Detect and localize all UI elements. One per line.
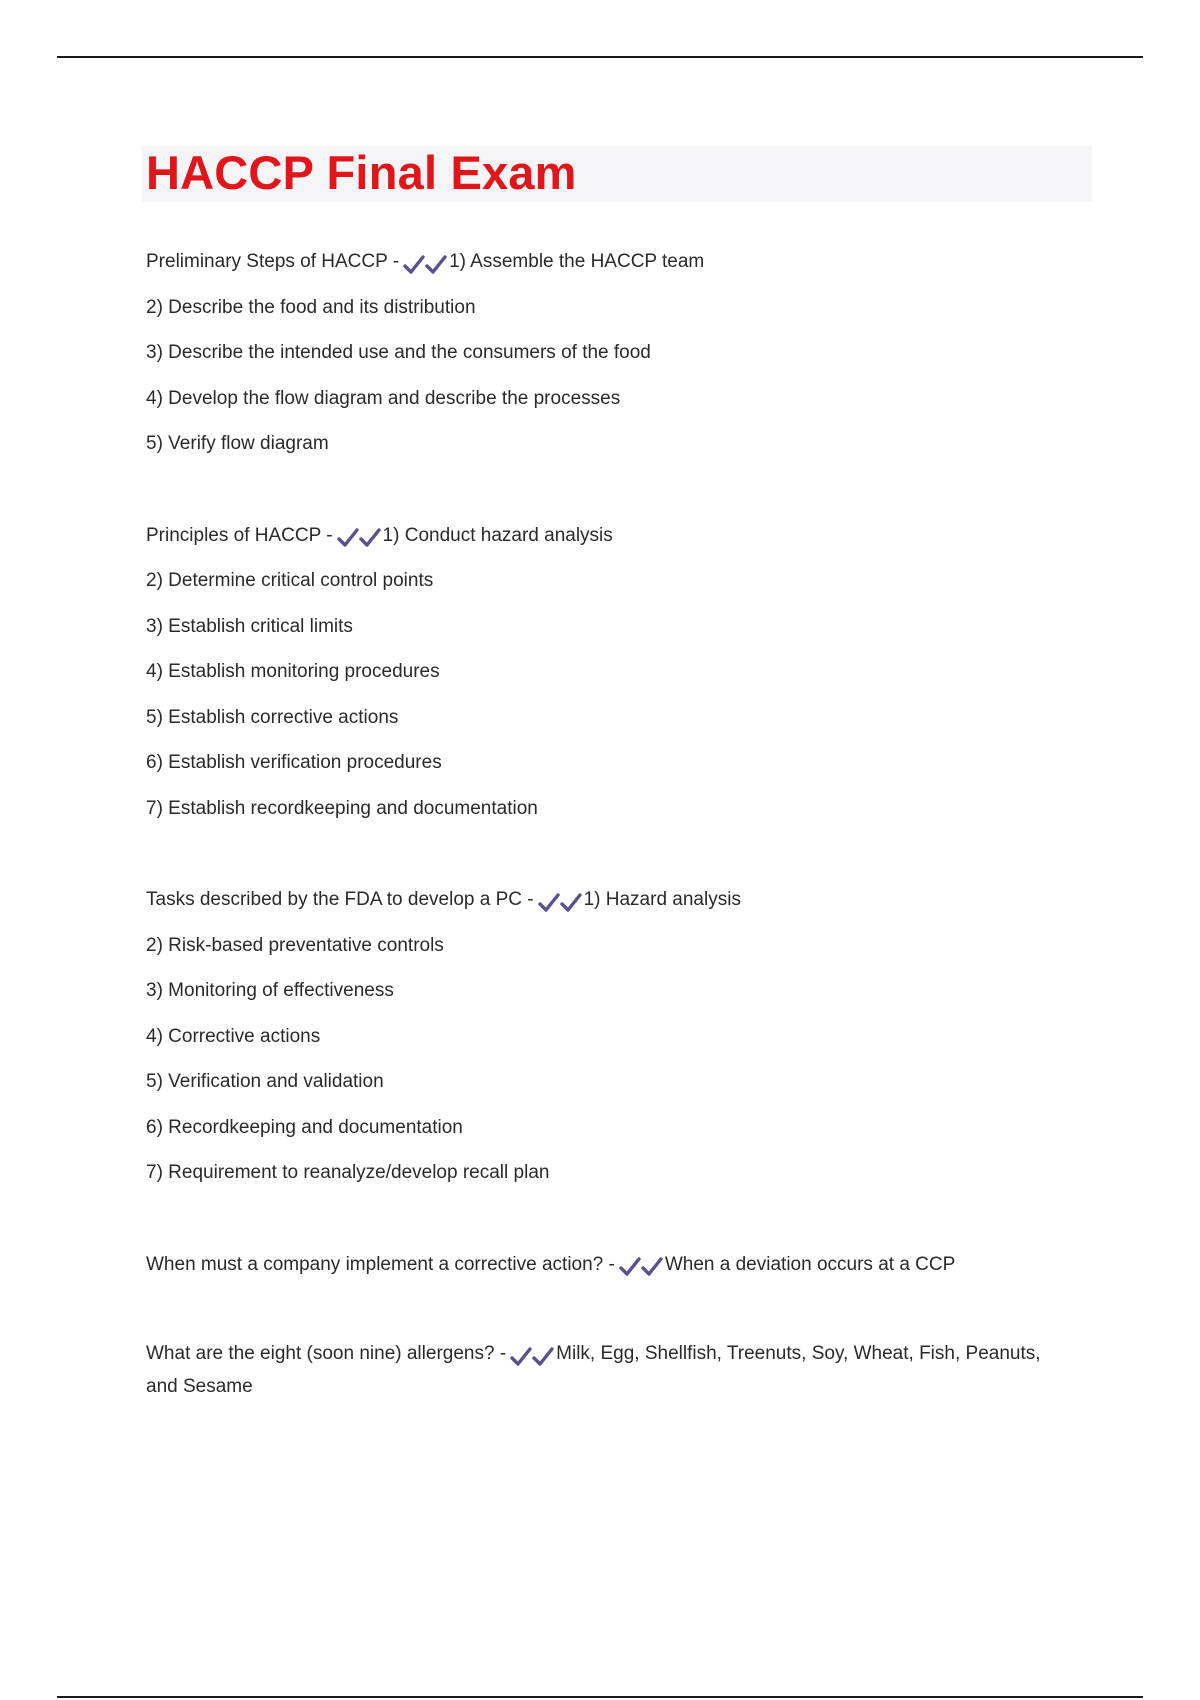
qa-list: [146, 245, 1076, 1402]
answer-list-item: 5) Verification and validation: [146, 1071, 384, 1092]
bottom-rule: [57, 1696, 1143, 1698]
answer-list-item: 2) Determine critical control points: [146, 570, 434, 591]
qa-section: [146, 519, 1076, 838]
double-check-icon: [403, 248, 447, 282]
qa-section: [146, 245, 1076, 473]
question-text: When must a company implement a corrective action? -: [146, 1253, 615, 1275]
answer-list-item: 6) Recordkeeping and documentation: [146, 1116, 463, 1138]
question-text: Tasks described by the FDA to develop a PC -: [146, 889, 534, 910]
question-line: [146, 245, 1076, 291]
answer-text: When a deviation occurs at a CCP: [664, 1253, 956, 1275]
answer-text: 1) Assemble the HACCP team: [449, 251, 705, 272]
answer-list-item: 3) Monitoring of effectiveness: [146, 980, 394, 1001]
question-line: [146, 1248, 1076, 1294]
double-check-icon: [337, 522, 381, 556]
top-rule: [57, 56, 1143, 58]
answer-list-item: 2) Describe the food and its distribution: [146, 296, 476, 318]
answer-text: 1) Conduct hazard analysis: [382, 524, 613, 546]
answer-list-item: 3) Establish critical limits: [146, 615, 353, 637]
question-line: [146, 883, 1076, 929]
double-check-icon: [510, 1342, 554, 1372]
qa-section: [146, 1339, 1076, 1402]
double-check-icon: [619, 1251, 663, 1285]
answer-list-item: 7) Establish recordkeeping and documentation: [146, 797, 538, 819]
question-text: Preliminary Steps of HACCP -: [146, 251, 400, 272]
answer-text: 1) Hazard analysis: [583, 889, 741, 910]
qa-section: [146, 883, 1076, 1202]
answer-list-item: 2) Risk-based preventative controls: [146, 934, 444, 956]
double-check-icon: [538, 886, 582, 920]
answer-list-item: 4) Develop the flow diagram and describe the processes: [146, 387, 621, 409]
answer-list-item: 4) Establish monitoring procedures: [146, 661, 440, 682]
answer-list-item: 7) Requirement to reanalyze/develop recall plan: [146, 1162, 550, 1183]
answer-list-item: 6) Establish verification procedures: [146, 752, 442, 773]
answer-list-item: 4) Corrective actions: [146, 1025, 321, 1047]
answer-list-item: 3) Describe the intended use and the consumers of the food: [146, 342, 651, 363]
question-text: What are the eight (soon nine) allergens? -: [146, 1343, 507, 1364]
answer-text: Milk, Egg, Shellfish, Treenuts, Soy, Wheat, Fish, Peanuts, and Sesame: [146, 1343, 1041, 1397]
page-title: HACCP Final Exam: [146, 146, 577, 199]
answer-list-item: 5) Establish corrective actions: [146, 706, 399, 728]
question-line: [146, 1339, 1076, 1402]
question-line: [146, 519, 1076, 565]
question-text: Principles of HACCP -: [146, 524, 333, 546]
answer-list-item: 5) Verify flow diagram: [146, 433, 329, 454]
qa-section: [146, 1248, 1076, 1294]
